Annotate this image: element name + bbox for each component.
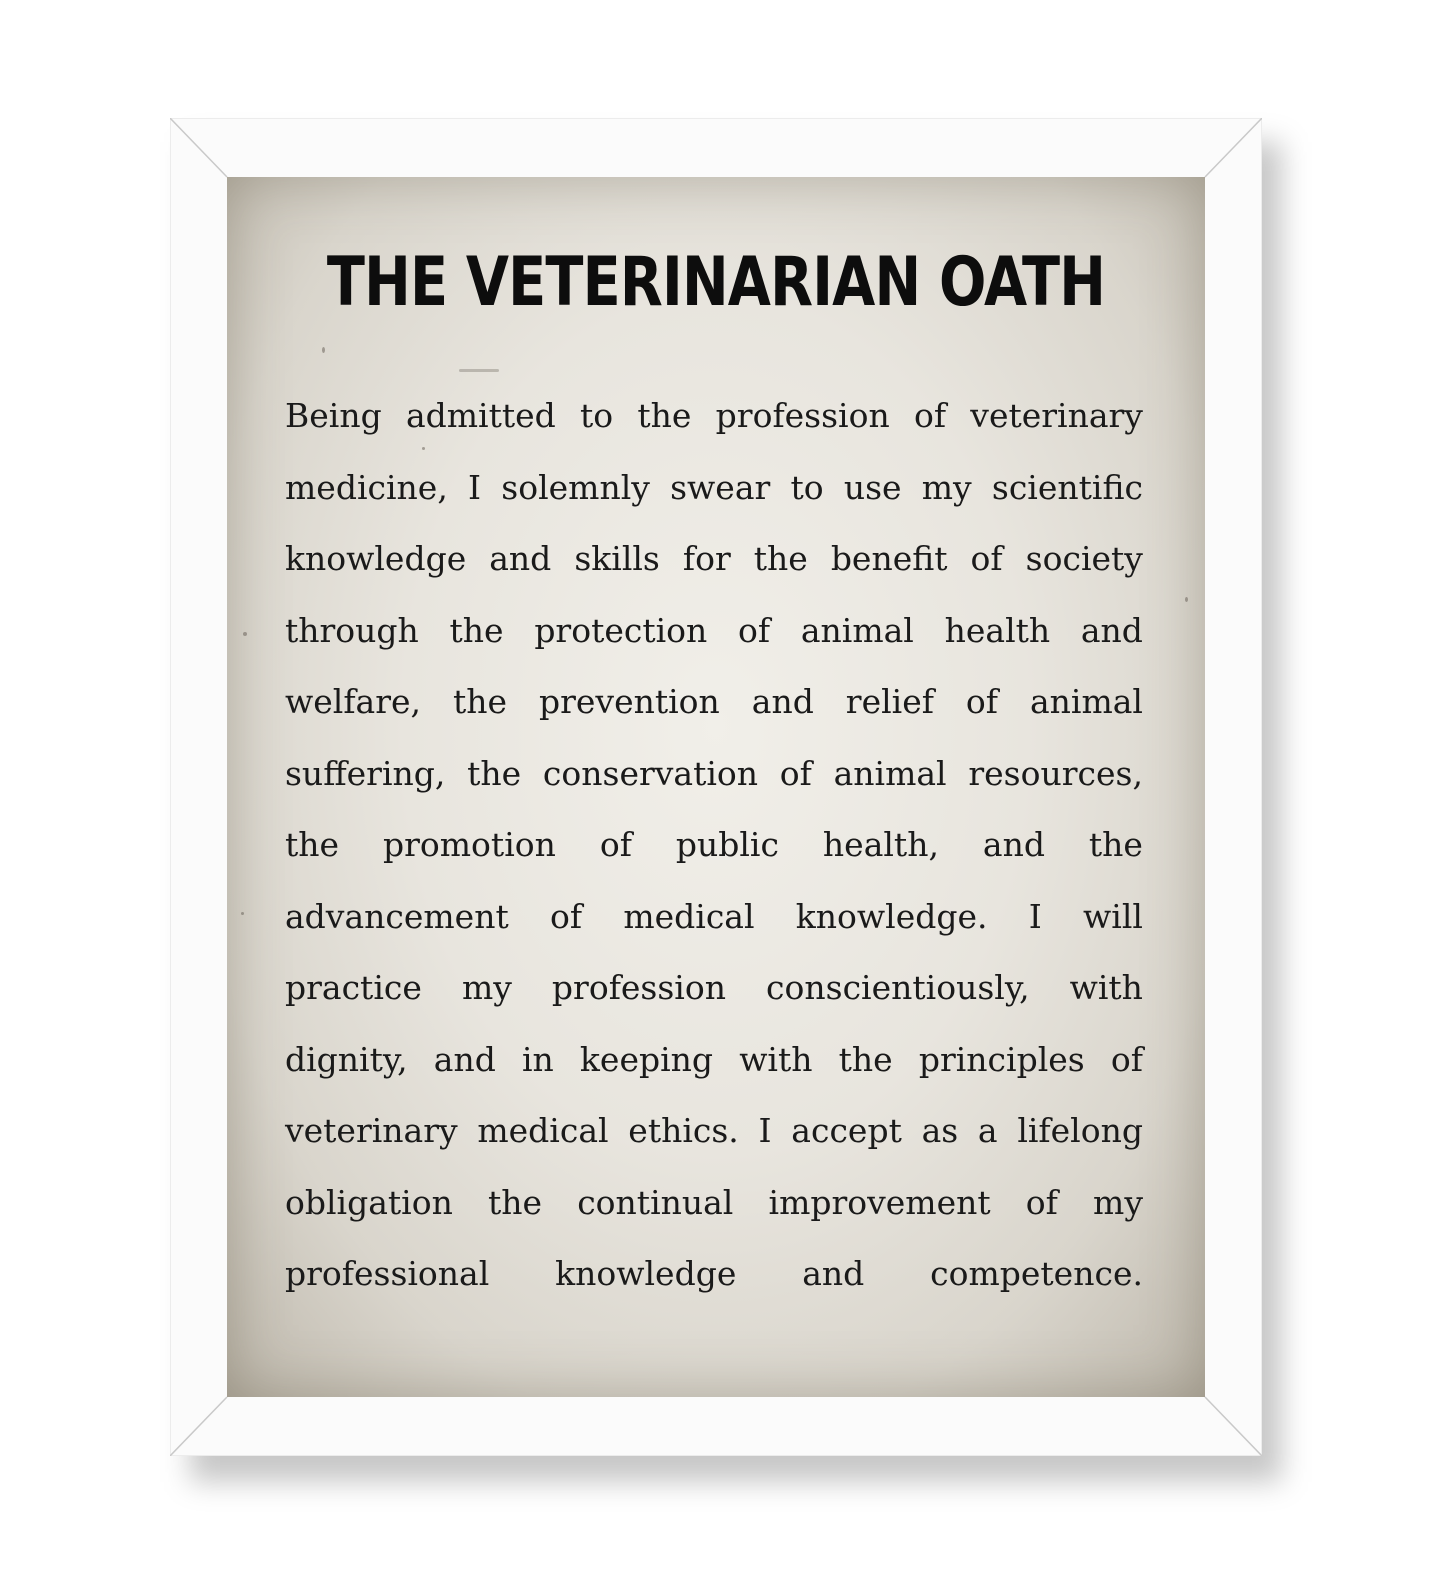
paper-speck — [243, 632, 247, 636]
oath-line: veterinary medical ethics. I accept as a lifelong — [285, 1111, 1143, 1150]
oath-line: practice my profession conscientiously, with — [285, 968, 1143, 1007]
oath-line: medicine, I solemnly swear to use my scientific — [285, 467, 1143, 507]
poster-title: THE VETERINARIAN OATH — [326, 243, 1106, 322]
oath-line: dignity, and in keeping with the principles of — [285, 1039, 1143, 1079]
picture-frame — [170, 118, 1262, 1456]
oath-line: Being admitted to the profession of veterinary — [285, 396, 1143, 435]
paper-speck — [459, 369, 499, 372]
oath-line: obligation the continual improvement of my — [285, 1182, 1143, 1222]
oath-line: knowledge and skills for the benefit of society — [285, 539, 1143, 578]
paper-speck — [322, 347, 325, 353]
oath-line: through the protection of animal health and — [285, 610, 1143, 650]
oath-line: advancement of medical knowledge. I will — [285, 896, 1143, 936]
oath-line: suffering, the conservation of animal resources, — [285, 753, 1143, 793]
paper-speck — [1185, 597, 1188, 602]
oath-text — [285, 380, 1143, 1310]
oath-line: the promotion of public health, and the — [285, 825, 1143, 864]
paper-speck — [241, 912, 244, 915]
oath-line: welfare, the prevention and relief of animal — [285, 682, 1143, 721]
oath-line: professional knowledge and competence. — [285, 1254, 1143, 1293]
oath-poster — [227, 177, 1205, 1397]
